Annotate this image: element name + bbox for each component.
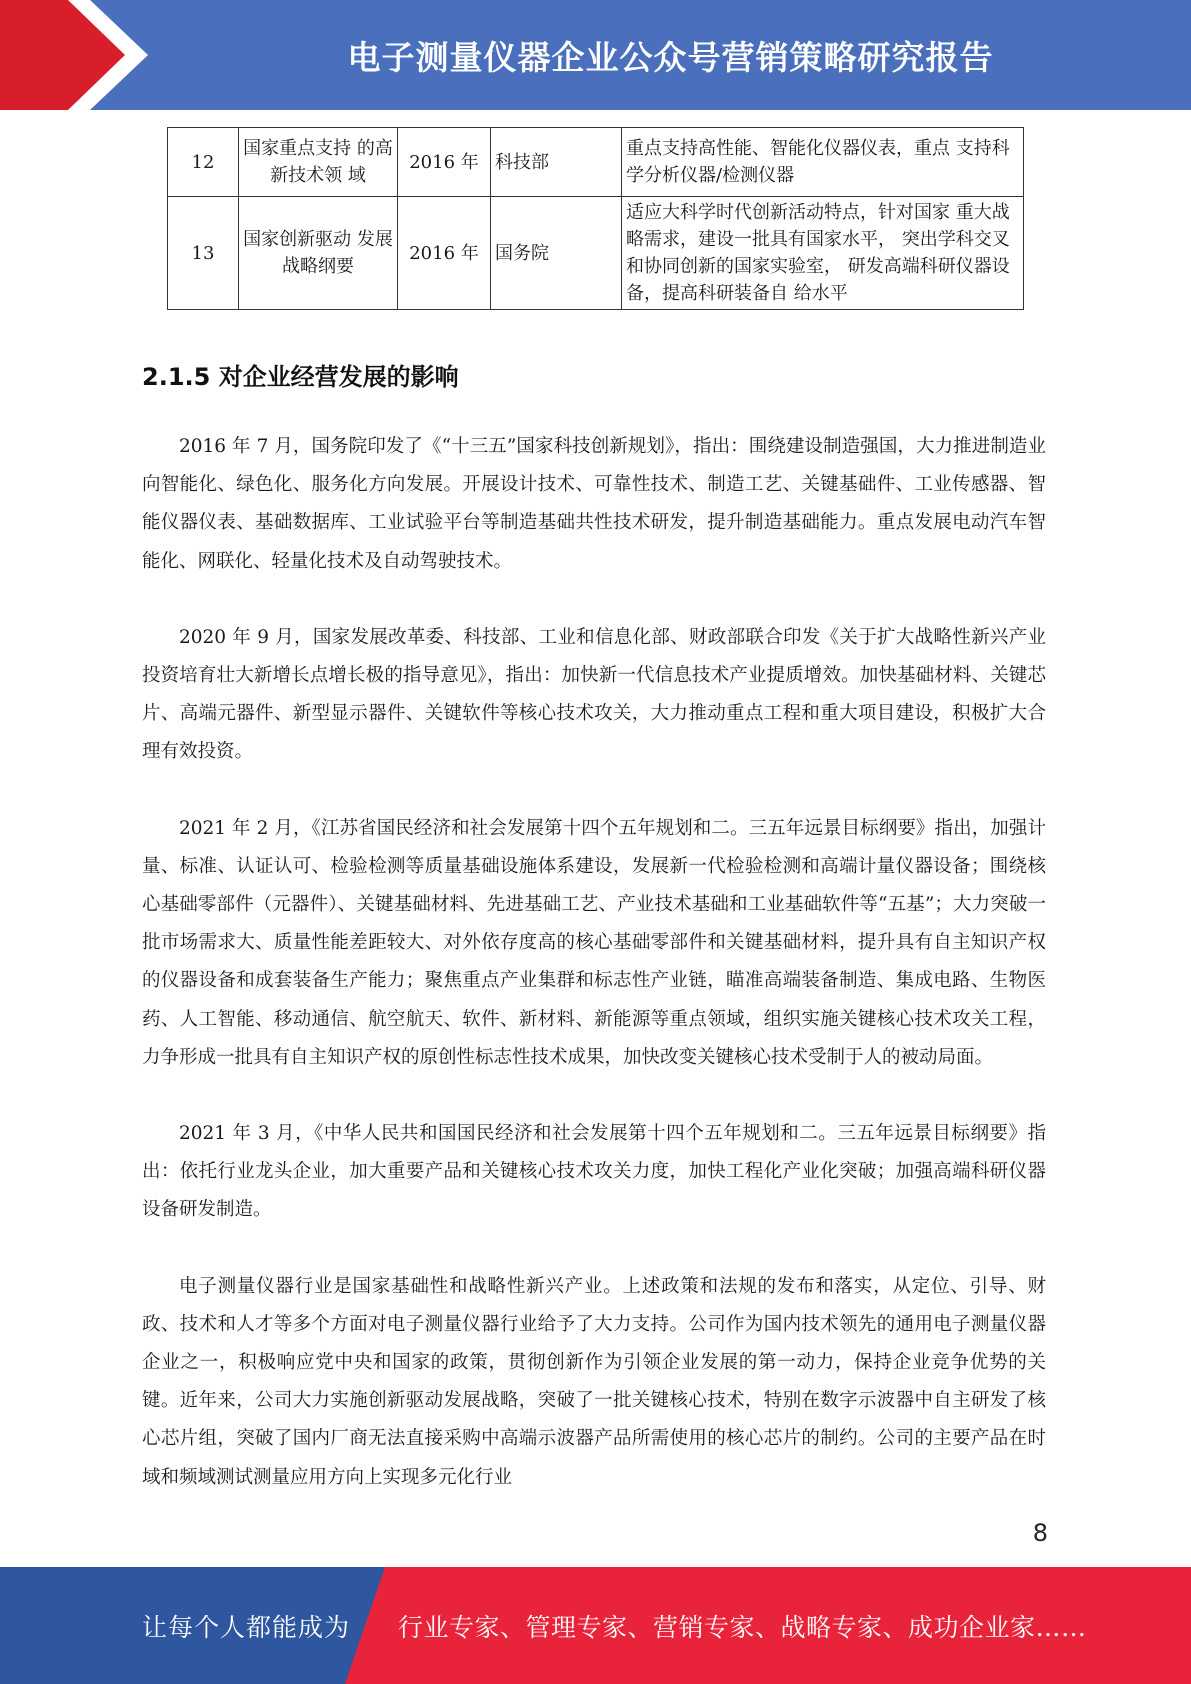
header-chevron-graphic <box>0 0 160 110</box>
table-row <box>168 128 1024 197</box>
table-row <box>168 197 1024 310</box>
cell-description: 适应大科学时代创新活动特点，针对国家 重大战略需求，建设一批具有国家水平， 突出学科交叉和协同创新的国家实验室， 研发高端科研仪器设备，提高科研装备自 给水平 <box>622 197 1024 310</box>
cell-year: 2016 年 <box>398 128 491 197</box>
cell-department: 科技部 <box>491 128 622 197</box>
cell-policy-name: 国家重点支持 的高新技术领 域 <box>239 128 398 197</box>
paragraph: 电子测量仪器行业是国家基础性和战略性新兴产业。上述政策和法规的发布和落实，从定位、引导、财政、技术和人才等多个方面对电子测量仪器行业给予了大力支持。公司作为国内技术领先的通用电子测量仪器企业之一，积极响应党中央和国家的政策，贯彻创新作为引领企业发展的第一动力，保持企业竞争优势的关键。近年来，公司大力实施创新驱动发展战略，突破了一批关键核心技术，特别在数字示波器中自主研发了核心芯片组，突破了国内厂商无法直接采购中高端示波器产品所需使用的核心芯片的制约。公司的主要产品在时域和频域测试测量应用方向上实现多元化行业 <box>142 1275 1046 1488</box>
paragraph: 2021 年 3 月，《中华人民共和国国民经济和社会发展第十四个五年规划和二。三五年远景目标纲要》指出：依托行业龙头企业，加大重要产品和关键核心技术攻关力度，加快工程化产业化突破；加强高端科研仪器设备研发制造。 <box>142 1123 1046 1221</box>
cell-number: 13 <box>168 197 239 310</box>
footer-slogan-right: 行业专家、管理专家、营销专家、战略专家、成功企业家…… <box>398 1612 1087 1642</box>
report-title: 电子测量仪器企业公众号营销策略研究报告 <box>347 37 994 77</box>
header-banner <box>0 0 1191 110</box>
paragraph: 2021 年 2 月，《江苏省国民经济和社会发展第十四个五年规划和二。三五年远景目标纲要》指出，加强计量、标准、认证认可、检验检测等质量基础设施体系建设，发展新一代检验检测和高端计量仪器设备；围绕核心基础零部件（元器件）、关键基础材料、先进基础工艺、产业技术基础和工业基础软件等“五基”；大力突破一批市场需求大、质量性能差距较大、对外依存度高的核心基础零部件和关键基础材料，提升具有自主知识产权的仪器设备和成套装备生产能力；聚焦重点产业集群和标志性产业链，瞄准高端装备制造、集成电路、生物医药、人工智能、移动通信、航空航天、软件、新材料、新能源等重点领域，组织实施关键核心技术攻关工程，力争形成一批具有自主知识产权的原创性标志性技术成果，加快改变关键核心技术受制于人的被动局面。 <box>142 817 1046 1068</box>
page-number: 8 <box>1032 1519 1048 1547</box>
cell-policy-name: 国家创新驱动 发展战略纲要 <box>239 197 398 310</box>
paragraph: 2020 年 9 月，国家发展改革委、科技部、工业和信息化部、财政部联合印发《关于扩大战略性新兴产业投资培育壮大新增长点增长极的指导意见》，指出：加快新一代信息技术产业提质增效。加快基础材料、关键芯片、高端元器件、新型显示器件、关键软件等核心技术攻关，大力推动重点工程和重大项目建设，积极扩大合理有效投资。 <box>142 626 1046 763</box>
cell-department: 国务院 <box>491 197 622 310</box>
section-heading: 2.1.5 对企业经营发展的影响 <box>142 363 459 391</box>
paragraph: 2016 年 7 月，国务院印发了《“十三五”国家科技创新规划》，指出：围绕建设制造强国，大力推进制造业向智能化、绿色化、服务化方向发展。开展设计技术、可靠性技术、制造工艺、关键基础件、工业传感器、智能仪器仪表、基础数据库、工业试验平台等制造基础共性技术研发，提升制造基础能力。重点发展电动汽车智能化、网联化、轻量化技术及自动驾驶技术。 <box>142 436 1046 572</box>
body-text <box>142 428 1046 1535</box>
footer-banner <box>0 1567 1191 1684</box>
cell-year: 2016 年 <box>398 197 491 310</box>
footer-slogan-left: 让每个人都能成为 <box>142 1612 351 1642</box>
policy-table <box>167 127 1024 310</box>
cell-number: 12 <box>168 128 239 197</box>
cell-description: 重点支持高性能、智能化仪器仪表，重点 支持科学分析仪器/检测仪器 <box>622 128 1024 197</box>
